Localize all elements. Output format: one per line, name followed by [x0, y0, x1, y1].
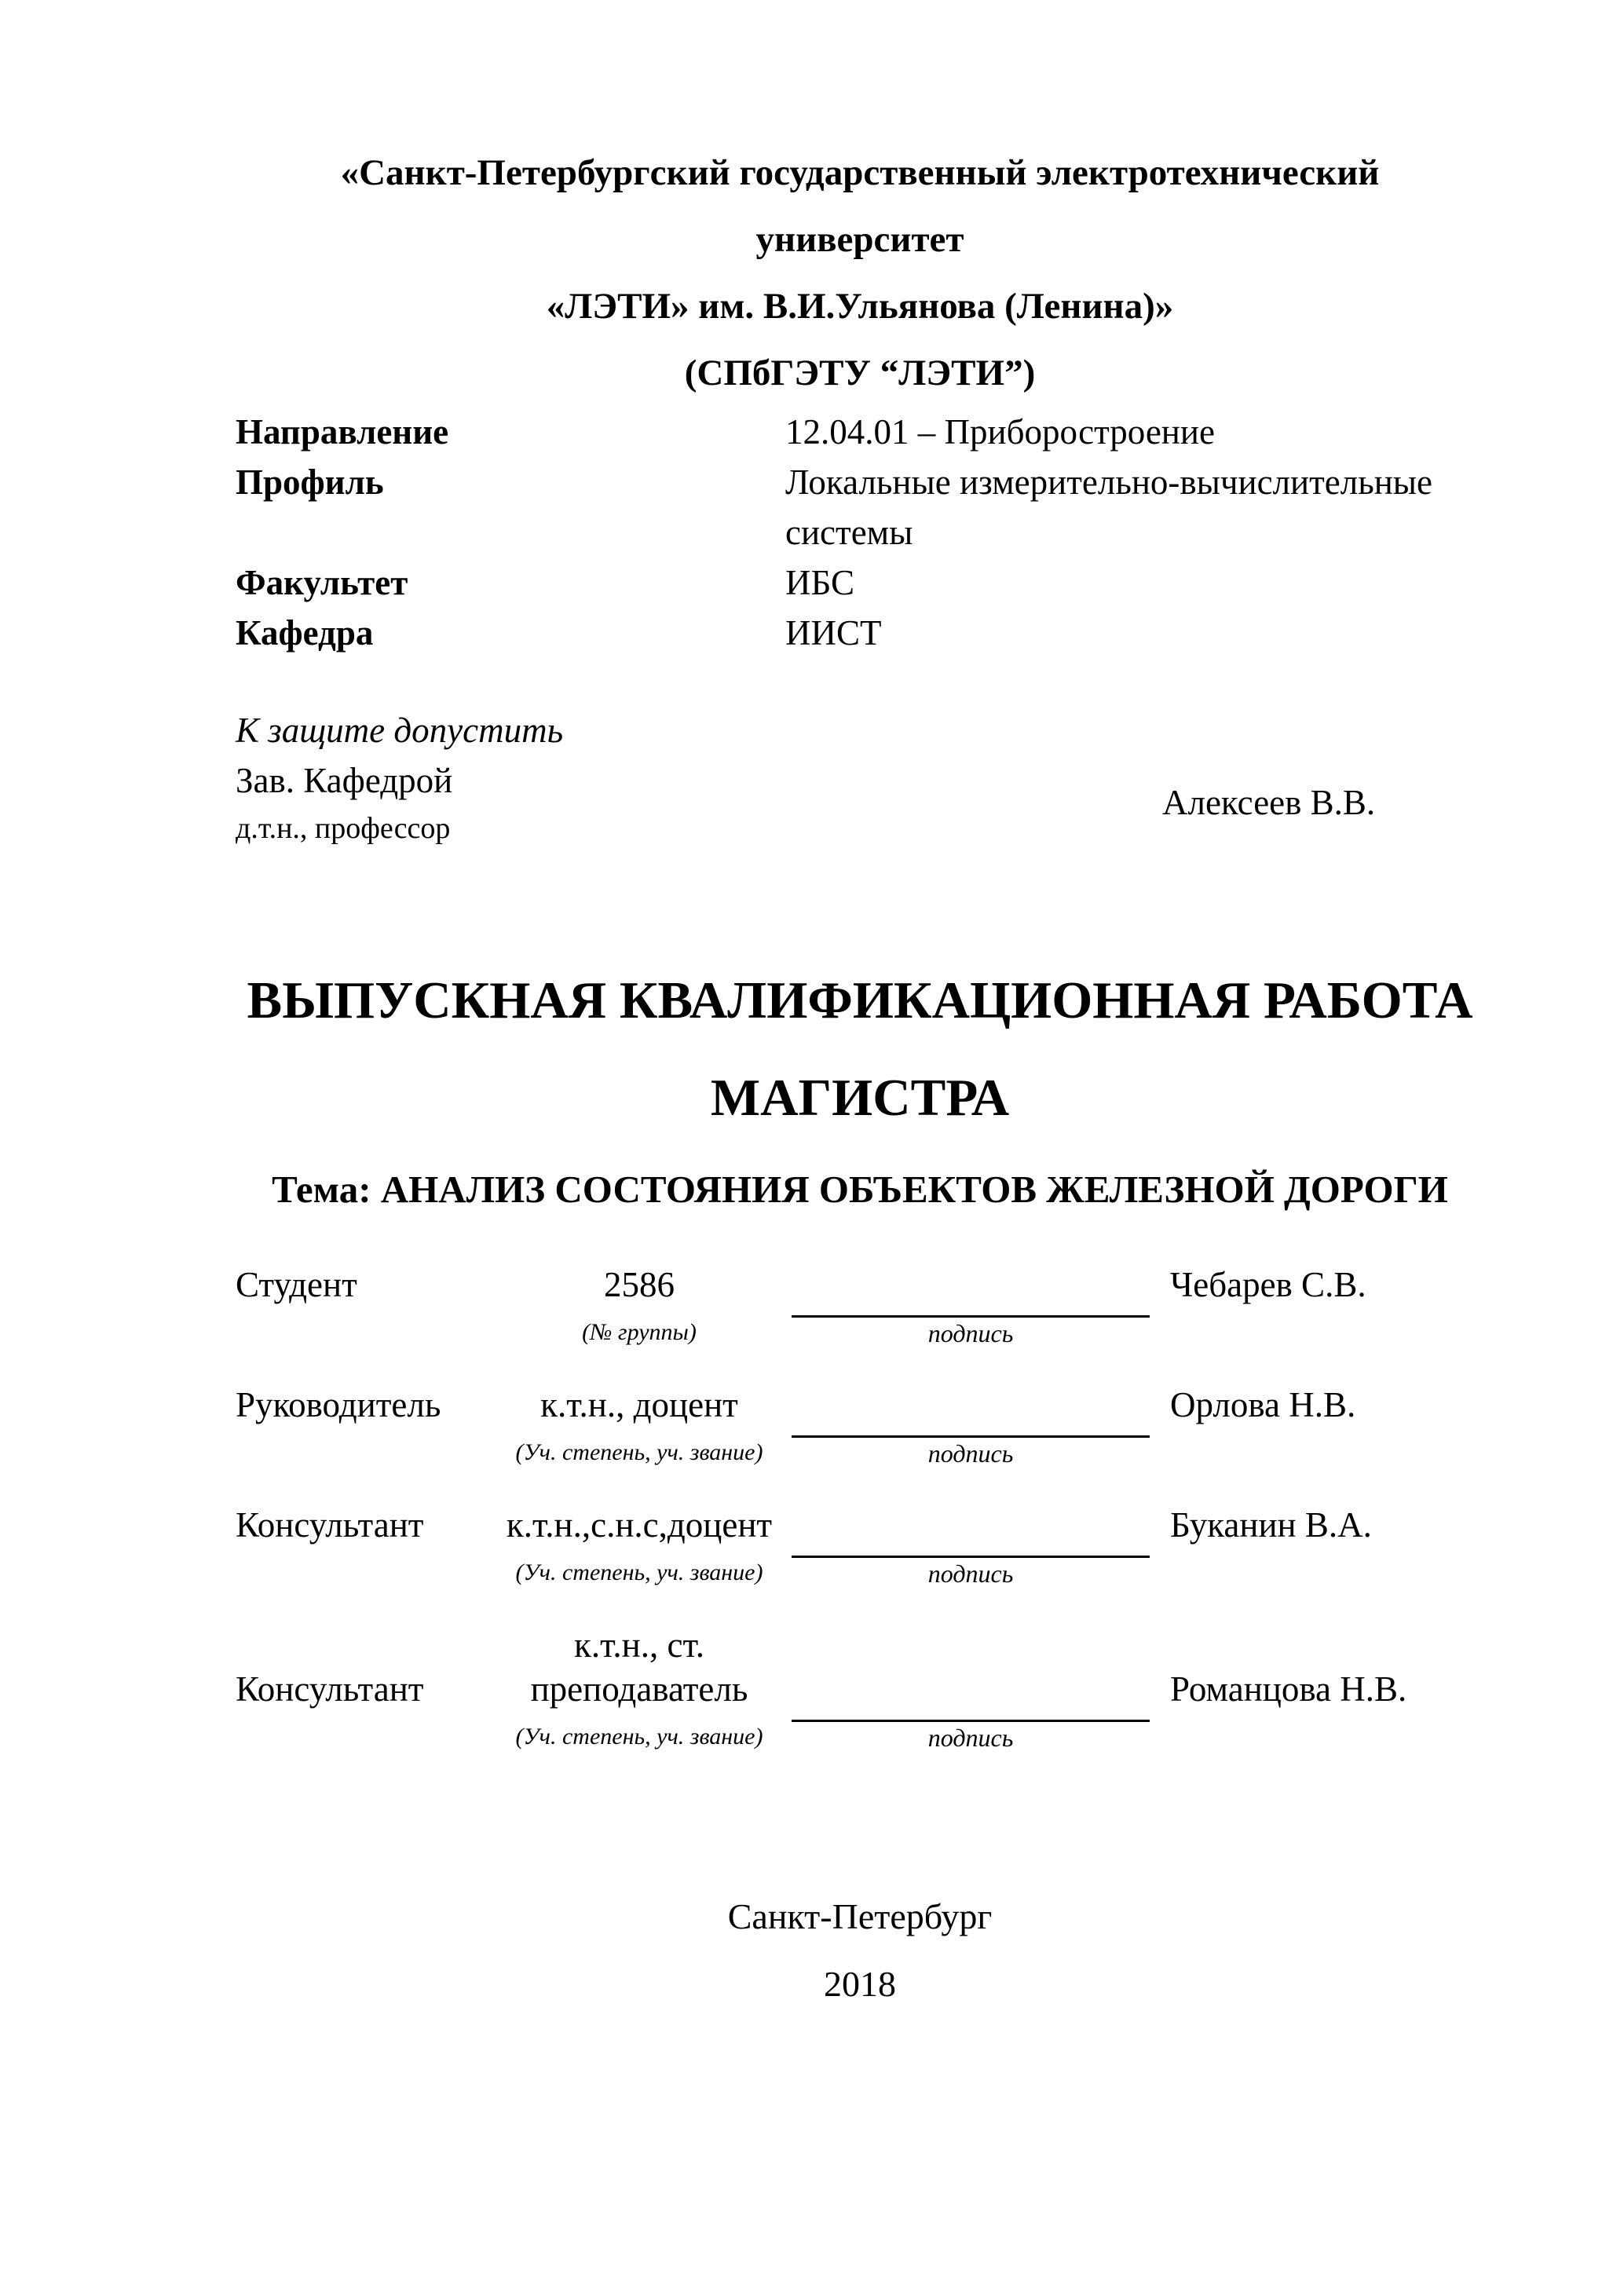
city-label: Санкт-Петербург — [727, 1896, 993, 1936]
role-label: Консультант — [236, 1669, 424, 1709]
person-name: Чебарев С.В. — [1170, 1265, 1366, 1304]
university-header — [236, 140, 1484, 407]
signature-row-consultant-2 — [236, 1623, 1484, 1753]
year-label: 2018 — [824, 1964, 896, 2004]
signature-note: подпись — [927, 1439, 1014, 1468]
role-label: Студент — [236, 1265, 357, 1304]
thesis-title — [236, 952, 1484, 1228]
thesis-title-line2: МАГИСТРА — [710, 1069, 1010, 1127]
program-row-faculty — [236, 558, 1484, 608]
signature-row-consultant-1 — [236, 1503, 1484, 1589]
approval-statement: К защите допустить — [236, 711, 564, 750]
department-value: ИИСТ — [785, 613, 882, 653]
department-label: Кафедра — [236, 613, 374, 653]
program-info — [236, 407, 1484, 658]
approver-name: Алексеев В.В. — [1162, 783, 1376, 822]
faculty-value: ИБС — [785, 563, 855, 602]
signature-note: подпись — [927, 1724, 1014, 1752]
approval-block — [236, 705, 1484, 851]
head-of-department-degree: д.т.н., профессор — [236, 812, 451, 845]
faculty-label: Факультет — [236, 563, 408, 602]
profile-label: Профиль — [236, 462, 384, 502]
role-label: Консультант — [236, 1505, 424, 1545]
person-name: Орлова Н.В. — [1170, 1385, 1356, 1424]
thesis-title-line1: ВЫПУСКНАЯ КВАЛИФИКАЦИОННАЯ РАБОТА — [247, 971, 1473, 1029]
program-row-department — [236, 608, 1484, 658]
degree-note: (Уч. степень, уч. звание) — [515, 1439, 763, 1465]
degree-title: к.т.н., ст. преподаватель — [530, 1625, 748, 1709]
signature-row-student — [236, 1263, 1484, 1348]
head-of-department-label: Зав. Кафедрой — [236, 761, 453, 800]
university-name-line2: «ЛЭТИ» им. В.И.Ульянова (Ленина)» — [546, 286, 1174, 327]
degree-note: (Уч. степень, уч. звание) — [515, 1559, 763, 1585]
university-abbreviation: (СПбГЭТУ “ЛЭТИ”) — [684, 353, 1036, 393]
signature-note: подпись — [927, 1319, 1014, 1347]
person-name: Романцова Н.В. — [1170, 1669, 1407, 1709]
direction-value: 12.04.01 – Приборостроение — [785, 412, 1215, 452]
degree-title: к.т.н.,с.н.с,доцент — [506, 1505, 773, 1545]
signature-table — [236, 1263, 1484, 1753]
degree-note: (Уч. степень, уч. звание) — [515, 1724, 763, 1749]
role-label: Руководитель — [236, 1385, 441, 1424]
program-row-profile — [236, 457, 1484, 558]
direction-label: Направление — [236, 412, 449, 452]
program-row-direction — [236, 407, 1484, 457]
profile-value: Локальные измерительно-вычислительные системы — [785, 462, 1433, 552]
group-number: 2586 — [604, 1265, 675, 1304]
group-number-note: (№ группы) — [582, 1319, 697, 1345]
university-name-line1: «Санкт-Петербургский государственный электротехнический университет — [340, 152, 1380, 260]
footer — [236, 1883, 1484, 2018]
degree-title: к.т.н., доцент — [540, 1385, 738, 1424]
thesis-theme: Тема: АНАЛИЗ СОСТОЯНИЯ ОБЪЕКТОВ ЖЕЛЕЗНОЙ ДОРОГИ — [272, 1168, 1448, 1211]
person-name: Буканин В.А. — [1170, 1505, 1372, 1545]
signature-note: подпись — [927, 1559, 1014, 1588]
signature-row-supervisor — [236, 1383, 1484, 1468]
